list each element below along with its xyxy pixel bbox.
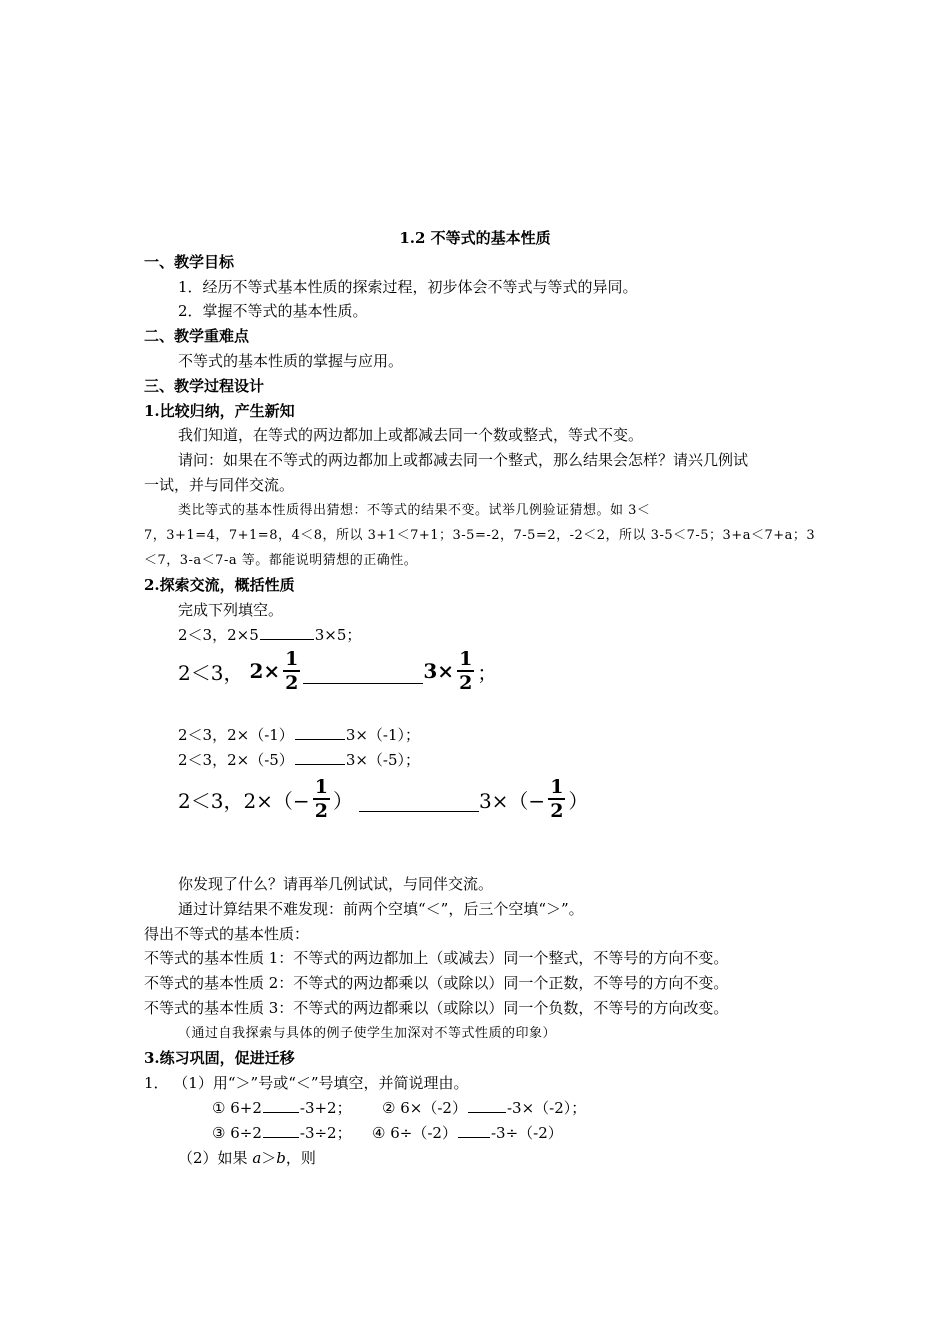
fraction-half	[457, 648, 474, 694]
multiply-symbol: ×	[263, 659, 281, 683]
objective-item-1: 1．经历不等式基本性质的探索过程，初步体会不等式与等式的异同。	[178, 278, 638, 296]
exercise-5-end: ）	[568, 788, 589, 813]
fraction-half	[548, 776, 565, 822]
difficulties-text: 不等式的基本性质的掌握与应用。	[178, 352, 404, 370]
property-2: 不等式的基本性质 2：不等式的两边都乘以（或除以）同一个正数，不等号的方向不变。	[144, 974, 729, 992]
part1-paragraph-3b: 7，3+1=4，7+1=8，4＜8，所以 3+1＜7+1；3-5=-2，7-5=2，-2＜2，所以 3-5＜7-5；3+a＜7+a；3	[144, 528, 816, 543]
practice-item-1-right: -3+2；	[299, 1099, 352, 1117]
practice-item-1-left: ① 6+2	[212, 1099, 262, 1117]
part2-intro: 完成下列填空。	[178, 601, 284, 619]
practice-item-3	[212, 1123, 352, 1143]
section-heading-objectives-text: 一、教学目标	[144, 253, 235, 271]
part2-summary: 得出不等式的基本性质：	[144, 925, 310, 943]
exercise-2-two: 2	[249, 659, 264, 683]
exercise-4	[178, 750, 420, 770]
section-heading-difficulties: 二、教学重难点	[144, 327, 250, 345]
exercise-2-three: 3	[423, 659, 438, 683]
part3-question-1: 1． （1）用“＞”号或“＜”号填空，并简说理由。	[144, 1074, 469, 1092]
section-heading-process: 三、教学过程设计	[144, 377, 265, 395]
property-3: 不等式的基本性质 3：不等式的两边都乘以（或除以）同一个负数，不等号的方向改变。	[144, 999, 729, 1017]
section-heading-objectives	[144, 252, 234, 272]
part3-question-2	[178, 1148, 316, 1168]
part1-paragraph-2a: 请问：如果在不等式的两边都加上或都减去同一个整式，那么结果会怎样？请兴几例试	[178, 451, 749, 469]
exercise-2-end: ；	[477, 660, 498, 685]
exercise-1-blank[interactable]	[260, 625, 314, 640]
exercise-3-blank[interactable]	[295, 725, 345, 740]
variable-a: a	[252, 1149, 262, 1167]
exercise-2-left: 2＜3，	[178, 660, 244, 685]
exercise-3-right: 3×（-1）；	[345, 726, 421, 744]
practice-item-1-blank[interactable]	[263, 1098, 299, 1113]
part3-question-2-lead: （2）如果	[178, 1149, 253, 1167]
part3-question-2-tail: ，则	[285, 1149, 316, 1167]
exercise-1	[178, 625, 361, 645]
practice-item-1	[212, 1098, 352, 1118]
practice-item-4	[372, 1123, 563, 1143]
exercise-5-left: 2＜3，2×（−	[178, 788, 310, 813]
practice-item-2	[382, 1098, 586, 1118]
practice-item-2-right: -3×（-2）；	[506, 1099, 587, 1117]
fraction-half	[313, 776, 330, 822]
objective-item-2: 2．掌握不等式的基本性质。	[178, 302, 368, 320]
exercise-5-image	[178, 774, 588, 824]
fraction-numerator: 1	[459, 648, 473, 670]
fraction-denominator: 2	[314, 800, 328, 822]
fraction-numerator: 1	[314, 776, 328, 798]
fraction-denominator: 2	[285, 672, 299, 694]
multiply-symbol: ×	[437, 659, 455, 683]
part1-paragraph-1: 我们知道，在等式的两边都加上或都减去同一个数或整式，等式不变。	[178, 426, 644, 444]
exercise-1-left: 2＜3，2×5	[178, 626, 259, 644]
practice-item-4-blank[interactable]	[458, 1123, 490, 1138]
practice-item-3-left: ③ 6÷2	[212, 1124, 262, 1142]
practice-item-3-blank[interactable]	[263, 1123, 299, 1138]
practice-item-4-right: -3÷（-2）	[490, 1124, 563, 1142]
part1-paragraph-3a: 类比等式的基本性质得出猜想：不等式的结果不变。试举几例验证猜想。如 3＜	[178, 503, 651, 518]
part1-paragraph-2b: 一试，并与同伴交流。	[144, 476, 295, 494]
exercise-5-blank[interactable]	[359, 787, 479, 812]
practice-item-2-left: ② 6×（-2）	[382, 1099, 467, 1117]
practice-item-2-blank[interactable]	[468, 1098, 506, 1113]
fraction-denominator: 2	[459, 672, 473, 694]
exercise-3	[178, 725, 420, 745]
part2-note: （通过自我探索与具体的例子使学生加深对不等式性质的印象）	[178, 1026, 557, 1041]
greater-than-symbol: ＞	[261, 1149, 277, 1167]
exercise-2-blank[interactable]	[303, 659, 423, 684]
exercise-4-left: 2＜3，2×（-5）	[178, 751, 294, 769]
part1-paragraph-3c: ＜7，3-a＜7-a 等。都能说明猜想的正确性。	[144, 553, 418, 568]
practice-item-4-left: ④ 6÷（-2）	[372, 1124, 457, 1142]
practice-item-3-right: -3÷2；	[299, 1124, 352, 1142]
exercise-4-blank[interactable]	[295, 750, 345, 765]
fraction-denominator: 2	[550, 800, 564, 822]
exercise-5-right: 3×（−	[478, 788, 546, 813]
exercise-1-right: 3×5；	[314, 626, 362, 644]
part2-question-1: 你发现了什么？请再举几例试试，与同伴交流。	[178, 875, 494, 893]
fraction-numerator: 1	[285, 648, 299, 670]
page-title: 1.2 不等式的基本性质	[399, 229, 551, 247]
part2-question-2: 通过计算结果不难发现：前两个空填“＜”，后三个空填“＞”。	[178, 900, 584, 918]
part1-heading: 1.比较归纳，产生新知	[144, 402, 295, 420]
exercise-5-close: ）	[332, 788, 353, 813]
part2-heading: 2.探索交流，概括性质	[144, 576, 295, 594]
exercise-4-right: 3×（-5）；	[345, 751, 421, 769]
fraction-numerator: 1	[550, 776, 564, 798]
fraction-half	[283, 648, 300, 694]
part3-heading: 3.练习巩固，促进迁移	[144, 1049, 295, 1067]
exercise-3-left: 2＜3，2×（-1）	[178, 726, 294, 744]
variable-b: b	[276, 1149, 286, 1167]
property-1: 不等式的基本性质 1：不等式的两边都加上（或减去）同一个整式，不等号的方向不变。	[144, 949, 729, 967]
exercise-2-image	[178, 646, 497, 696]
